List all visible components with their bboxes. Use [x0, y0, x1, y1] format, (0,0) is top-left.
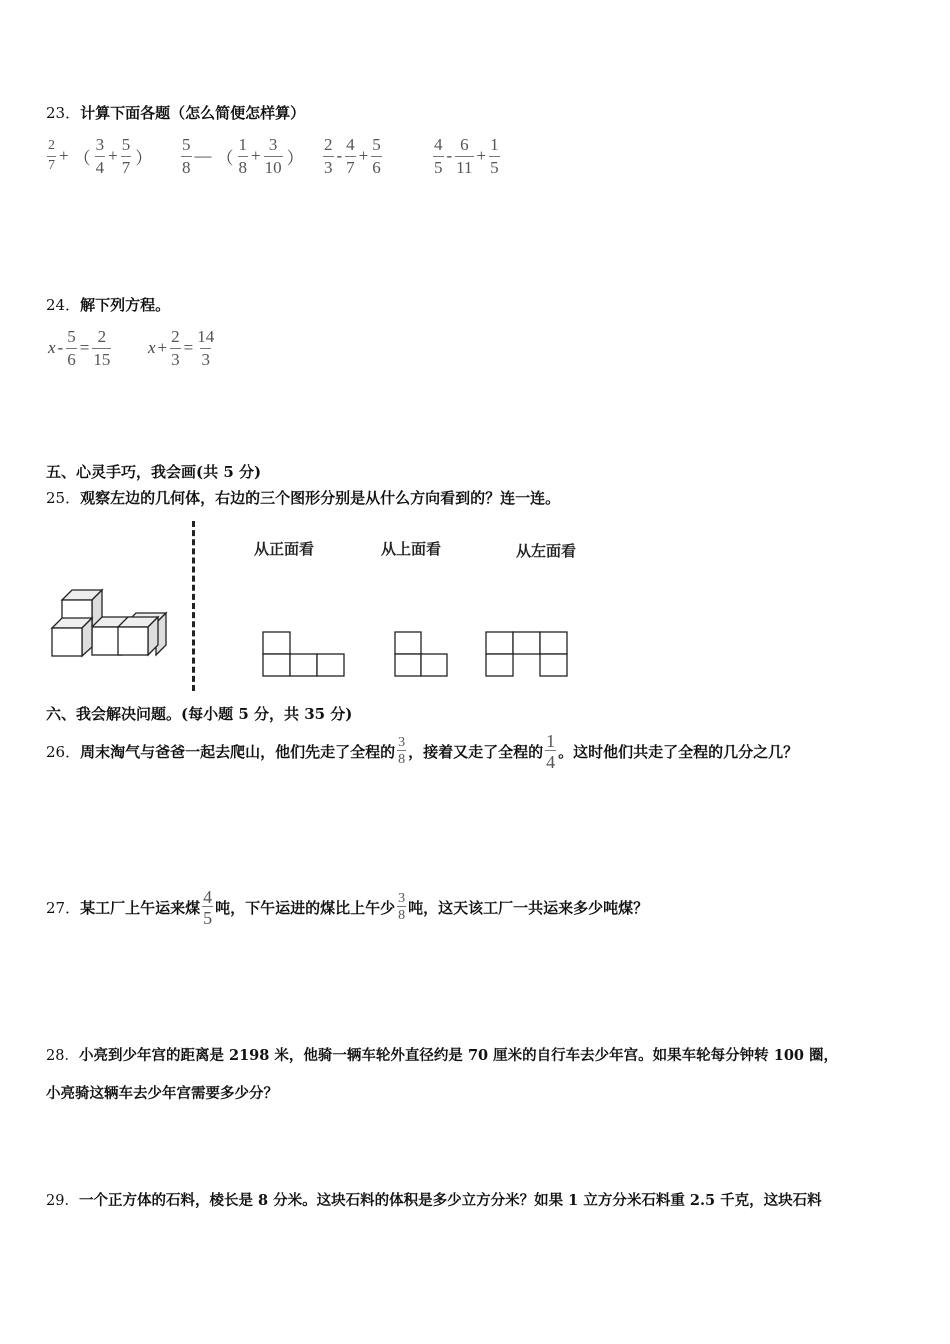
right-paren: ）: [286, 148, 304, 168]
operator: -: [57, 338, 64, 357]
operator: +: [251, 146, 261, 165]
q23-expression-1: [46, 136, 155, 176]
q24-equation-1: [48, 328, 112, 368]
left-paren: （: [216, 148, 234, 168]
q24-heading: [46, 294, 170, 315]
operator: +: [157, 338, 168, 357]
fraction: $\frac{1}{5}$: [490, 135, 499, 177]
q23-expression-3: [322, 136, 383, 176]
operator: +: [476, 146, 487, 165]
q23-title: 计算下面各题（怎么简便怎样算）: [80, 104, 306, 122]
section-6-title: 六、我会解决问题。(每小题 5 分，共 35 分): [46, 705, 353, 723]
fraction: $\frac{5}{7}$: [121, 135, 131, 177]
fraction: $\frac{1}{4}$: [546, 731, 556, 772]
q23-number: 23．: [46, 104, 81, 122]
fraction: $\frac{3}{8}$: [398, 891, 406, 923]
operator: —: [194, 146, 212, 165]
equals-sign: =: [79, 338, 90, 357]
q25-number: 25．: [46, 489, 81, 507]
dashed-divider: [192, 521, 195, 691]
q27-part1: 某工厂上午运来煤: [80, 899, 201, 917]
q26-part1: 周末淘气与爸爸一起去爬山，他们先走了全程的: [80, 743, 396, 761]
q26-part2: ，接着又走了全程的: [408, 743, 544, 761]
q28-line1: [46, 1044, 838, 1065]
section-5-title: 五、心灵手巧，我会画(共 5 分): [46, 463, 262, 481]
fraction: $\frac{2}{3}$: [324, 135, 333, 177]
operator: -: [446, 146, 453, 165]
q27: [46, 888, 648, 927]
q25-heading: [46, 487, 560, 508]
operator: +: [108, 146, 118, 165]
q24-number: 24．: [46, 296, 81, 314]
q23-expression-2: [180, 136, 307, 176]
q29-line1: [46, 1189, 822, 1210]
operator: +: [358, 146, 369, 165]
q28-text-line1: 小亮到少年宫的距离是 2198 米，他骑一辆车轮外直径约是 70 厘米的自行车去少年宫。如果车轮每分钟转 100 圈，: [78, 1047, 839, 1064]
fraction: $\frac{2}{7}$: [48, 138, 55, 173]
q23-expression-4: [432, 136, 501, 176]
fraction: $\frac{14}{3}$: [197, 327, 215, 369]
operator: +: [59, 146, 69, 165]
fraction: $\frac{5}{8}$: [182, 135, 191, 177]
right-paren: ）: [135, 148, 153, 168]
left-paren: （: [73, 148, 91, 168]
view-label-top: 从上面看: [381, 540, 442, 558]
fraction: $\frac{3}{4}$: [95, 135, 105, 177]
fraction: $\frac{5}{6}$: [372, 135, 381, 177]
q26: [46, 732, 798, 771]
fraction: $\frac{5}{6}$: [67, 327, 76, 369]
view-shape-3: [485, 631, 568, 678]
fraction: $\frac{4}{7}$: [346, 135, 355, 177]
view-label-front: 从正面看: [254, 540, 315, 558]
fraction: $\frac{4}{5}$: [203, 887, 213, 928]
view-label-left: 从左面看: [516, 542, 577, 560]
fraction: $\frac{3}{10}$: [264, 135, 282, 177]
q29-text-line1: 一个正方体的石料，棱长是 8 分米。这块石料的体积是多少立方分米？如果 1 立方分米石料重 2.5 千克，这块石料: [78, 1192, 822, 1209]
fraction: $\frac{2}{3}$: [171, 327, 180, 369]
q28-line2: 小亮骑这辆车去少年宫需要多少分？: [46, 1085, 278, 1102]
q26-number: 26．: [46, 743, 81, 761]
q26-part3: 。这时他们共走了全程的几分之几？: [558, 743, 799, 761]
q27-part2: 吨，下午运进的煤比上午少: [215, 899, 396, 917]
q27-part3: 吨，这天该工厂一共运来多少吨煤？: [408, 899, 649, 917]
q24-title: 解下列方程。: [80, 296, 171, 314]
fraction: $\frac{2}{15}$: [93, 327, 111, 369]
equals-sign: =: [183, 338, 194, 357]
q27-number: 27．: [46, 899, 81, 917]
fraction: $\frac{6}{11}$: [456, 135, 473, 177]
fraction: $\frac{4}{5}$: [434, 135, 443, 177]
geometric-solid-figure: [46, 585, 168, 660]
q24-equation-2: [148, 328, 216, 368]
operator: -: [336, 146, 343, 165]
view-shape-2: [394, 631, 450, 678]
fraction: $\frac{1}{8}$: [238, 135, 247, 177]
view-shape-1: [262, 631, 345, 678]
q28-number: 28．: [46, 1048, 79, 1064]
q29-number: 29．: [46, 1193, 79, 1209]
variable: x: [148, 338, 156, 357]
q25-text: 观察左边的几何体，右边的三个图形分别是从什么方向看到的？连一连。: [80, 489, 561, 507]
variable: x: [48, 338, 56, 357]
q23-heading: [46, 102, 305, 123]
fraction: $\frac{3}{8}$: [398, 735, 406, 767]
